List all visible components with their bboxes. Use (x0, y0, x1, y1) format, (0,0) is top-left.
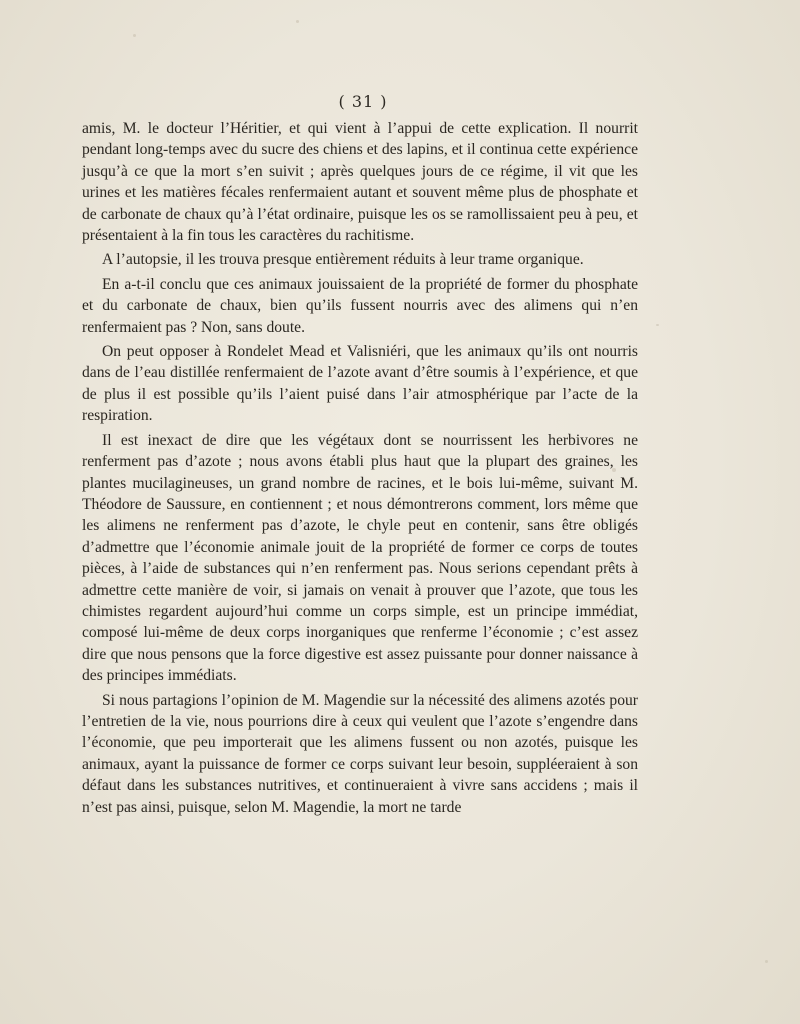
paper-speck (296, 20, 299, 23)
paper-speck (133, 34, 136, 37)
paragraph-1: amis, M. le docteur l’Héritier, et qui vient à l’appui de cette explication. Il nourrit pendant long-temps avec du sucre des chiens et des lapins, et il continua cette expérience jusqu’à ce que la mort s’en suivit ; après quelques jours de ce régime, il vit que les urines et les matières fécales renfermaient autant et souvent même plus de phosphate et de carbonate de chaux qu’à l’état ordinaire, puisque les os se ramollissaient peu à peu, et présentaient à la fin tous les caractères du rachitisme. (82, 120, 638, 245)
paper-speck (765, 960, 768, 963)
paragraph-4: On peut opposer à Rondelet Mead et Valisniéri, que les animaux qu’ils ont nourris dans de l’eau distillée renfermaient de l’azote avant d’être soumis à l’expérience, et que de plus il est possible qu’ils l’aient puisé dans l’air atmosphérique par l’acte de la respiration. (82, 343, 638, 425)
paragraph-6: Si nous partagions l’opinion de M. Magendie sur la nécessité des alimens azotés pour l’entretien de la vie, nous pourrions dire à ceux qui veulent que l’azote s’engendre dans l’économie, que peu importerait que les alimens fussent ou non azotés, puisque les animaux, ayant la puissance de former ce corps suivant leur besoin, suppléeraient à son défaut dans les substances nutritives, et continueraient à vivre sans accidens ; mais il n’est pas ainsi, puisque, selon M. Magendie, la mort ne tarde (82, 691, 638, 816)
body-text (82, 118, 638, 818)
paragraph-2: A l’autopsie, il les trouva presque entièrement réduits à leur trame organique. (102, 251, 584, 269)
page-number: ( 31 ) (338, 92, 388, 111)
paragraph-3: En a-t-il conclu que ces animaux jouissaient de la propriété de former du phosphate et du carbonate de chaux, bien qu’ils fussent nourris avec des alimens qui n’en renfermaient pas ? Non, sans doute. (82, 275, 638, 336)
paragraph-5: Il est inexact de dire que les végétaux dont se nourrissent les herbivores ne renferment pas d’azote ; nous avons établi plus haut que la plupart des graines, les plantes mucilagineuses, un grand nombre de racines, et le bois lui-même, suivant M. Théodore de Saussure, en contiennent ; et nous démontrerons comment, lors même que les alimens ne renferment pas d’azote, le chyle peut en contenir, sans être obligés d’admettre que l’économie animale jouit de la propriété de former ce corps de toutes pièces, à l’aide de substances qui n’en renferment pas. Nous serions cependant prêts à admettre cette manière de voir, si jamais on venait à prouver que l’azote, que tous les chimistes regardent aujourd’hui comme un corps simple, est un principe immédiat, composé lui-même de deux corps inorganiques que renferme l’économie ; c’est assez dire que nous pensons que la force digestive est assez puissante pour donner naissance à des principes immédiats. (82, 431, 638, 685)
paper-speck (656, 324, 659, 326)
